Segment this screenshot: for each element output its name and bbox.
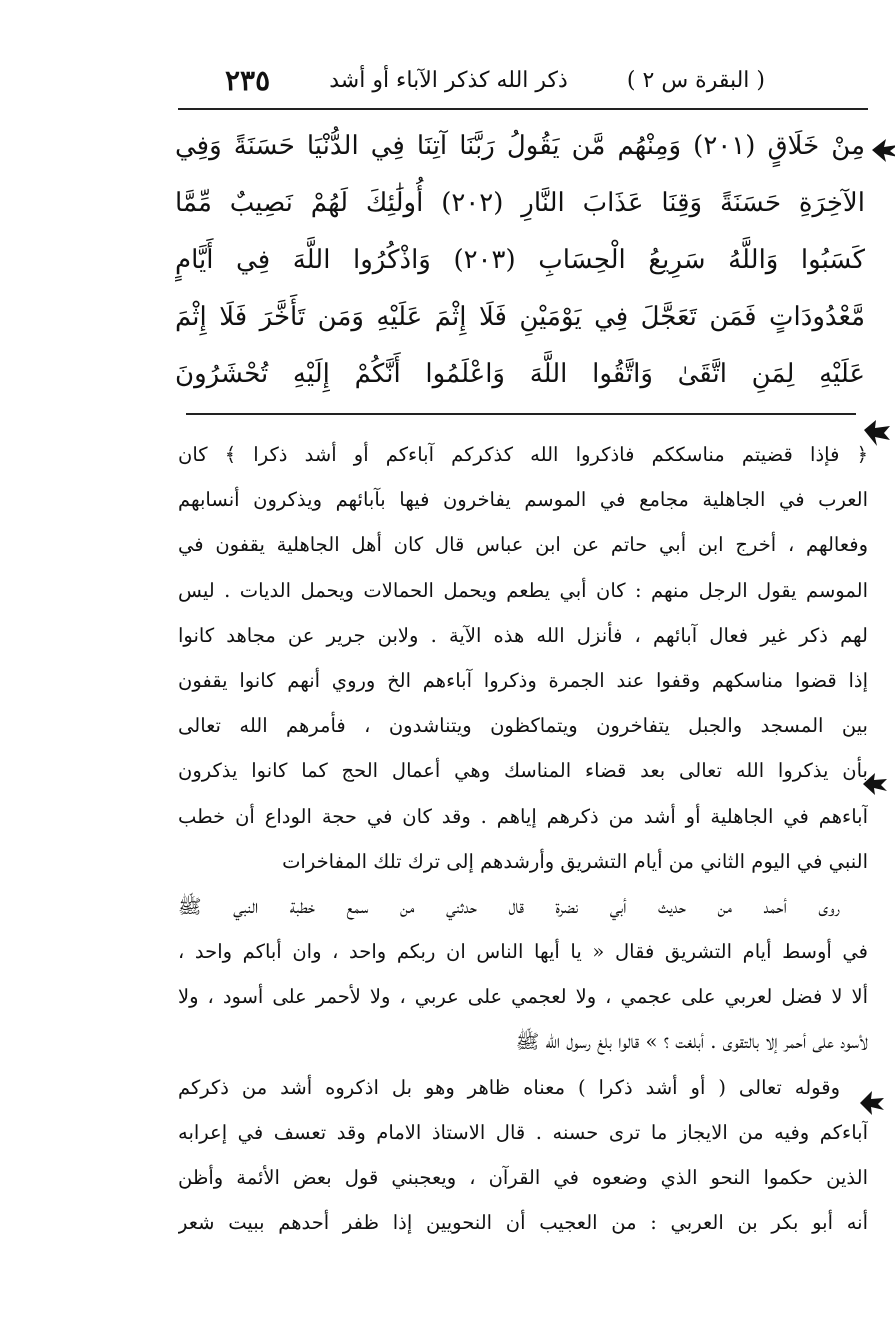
commentary-line: الموسم يقول الرجل منهم : كان أبي يطعم ويحمل الحمالات ويحمل الديات . ليس [178, 578, 868, 602]
commentary-line: العرب في الجاهلية مجامع في الموسم يفاخرون فيها بآبائهم ويذكرون أنسابهم [178, 488, 868, 512]
commentary-line: ألا لا فضل لعربي على عجمي ، ولا لعجمي على عربي ، ولا لأحمر على أسود ، ولا [178, 985, 868, 1009]
arrow-mark-icon [870, 135, 895, 165]
page-header [225, 60, 765, 100]
verse-line: مَّعْدُودَاتٍ فَمَن تَعَجَّلَ فِي يَوْمَيْنِ فَلَا إِثْمَ عَلَيْهِ وَمَن تَأَخَّرَ فَلَا إِثْمَ [175, 302, 865, 332]
commentary-line: وفعالهم ، أخرج ابن أبي حاتم عن ابن عباس قال كان أهل الجاهلية يقفون في [178, 533, 868, 557]
verse-line: مِنْ خَلَاقٍ (٢٠١) وَمِنْهُم مَّن يَقُولُ رَبَّنَا آتِنَا فِي الدُّنْيَا حَسَنَةً وَفِي [175, 131, 865, 161]
verse-line: كَسَبُوا وَاللَّهُ سَرِيعُ الْحِسَابِ (٢٠٣) وَاذْكُرُوا اللَّهَ فِي أَيَّامٍ [175, 245, 865, 275]
commentary-line: آباءهم في الجاهلية أو أشد من ذكرهم إياهم . وقد كان في حجة الوداع أن خطب [178, 804, 868, 828]
verse-line: عَلَيْهِ لِمَنِ اتَّقَىٰ وَاتَّقُوا اللَّهَ وَاعْلَمُوا أَنَّكُمْ إِلَيْهِ تُحْشَرُونَ [175, 359, 865, 389]
commentary-line: لأسود على أحمر إلا بالتقوى . أبلغت ؟ » قالوا بلغ رسول الله ﷺ [515, 1030, 868, 1054]
commentary-line: بين المسجد والجبل يتفاخرون ويتماكظون ويتناشدون ، فأمرهم الله تعالى [178, 714, 868, 738]
surah-label: ( البقرة س ٢ ) [626, 67, 765, 93]
commentary-line: إذا قضوا مناسكهم وقفوا عند الجمرة وذكروا آباءهم الخ وروي أنهم كانوا يقفون [178, 668, 868, 692]
commentary-line: في أوسط أيام التشريق فقال « يا أيها الناس ان ربكم واحد ، وان أباكم واحد ، [178, 940, 868, 964]
header-rule [178, 108, 868, 110]
commentary-line: النبي في اليوم الثاني من أيام التشريق وأرشدهم إلى ترك تلك المفاخرات [282, 849, 868, 873]
commentary-line: وقوله تعالى ( أو أشد ذكرا ) معناه ظاهر وهو بل اذكروه أشد من ذكركم [178, 1075, 840, 1099]
commentary-line: آباءكم وفيه من الايجاز ما ترى حسنه . قال الاستاذ الامام وقد تعسف في إعرابه [178, 1120, 868, 1144]
running-title: ذكر الله كذكر الآباء أو أشد [329, 67, 568, 93]
commentary-line: بأن يذكروا الله تعالى بعد قضاء المناسك وهي أعمال الحج كما كانوا يذكرون [178, 759, 868, 783]
page-number: ٢٣٥ [225, 63, 271, 97]
quran-verses [175, 118, 865, 403]
commentary-line: ﴿ فإذا قضيتم مناسككم فاذكروا الله كذكركم آباءكم أو أشد ذكرا ﴾ كان [178, 443, 868, 466]
commentary-line: أنه أبو بكر بن العربي : من العجيب أن النحويين إذا ظفر أحدهم ببيت شعر [178, 1211, 868, 1235]
arrow-mark-icon [862, 418, 892, 448]
verse-line: الآخِرَةِ حَسَنَةً وَقِنَا عَذَابَ النَّارِ (٢٠٢) أُولَٰئِكَ لَهُمْ نَصِيبٌ مِّمَّا [175, 188, 865, 218]
commentary-line: روى أحمد من حديث أبي نضرة قال حدثني من سمع خطبة النبي ﷺ [178, 894, 840, 918]
commentary [178, 432, 868, 1235]
arrow-mark-icon [860, 768, 890, 798]
commentary-line: لهم ذكر غير فعال آبائهم ، فأنزل الله هذه الآية . ولابن جرير عن مجاهد كانوا [178, 623, 868, 647]
section-rule [186, 413, 856, 415]
arrow-mark-icon [857, 1088, 887, 1118]
commentary-line: الذين حكموا النحو الذي وضعوه في القرآن ، ويعجبني قول بعض الأئمة وأظن [178, 1166, 868, 1189]
